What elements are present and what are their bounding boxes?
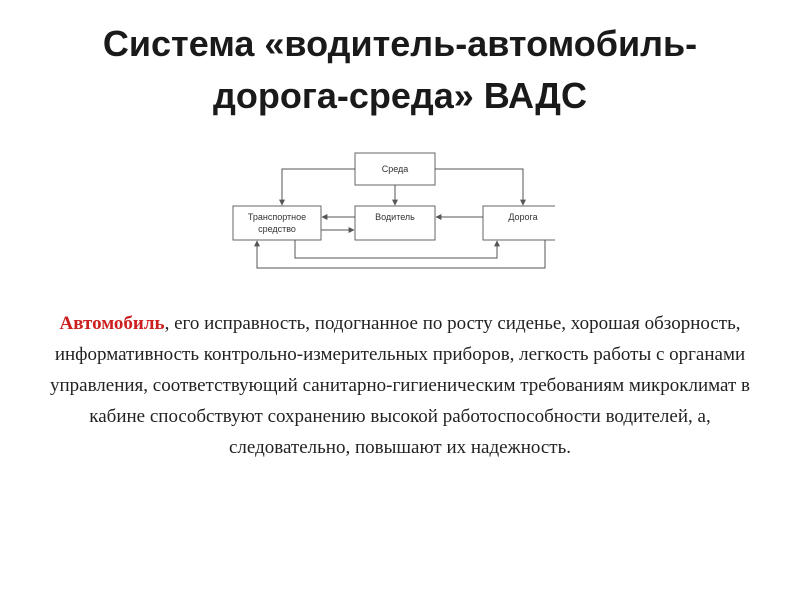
label-environment: Среда: [381, 164, 409, 174]
page-title-line-2: дорога-среда» ВАДС: [213, 75, 587, 116]
label-driver: Водитель: [375, 212, 415, 222]
vads-diagram: [225, 148, 555, 273]
label-vehicle-line-1: Транспортное: [247, 212, 307, 222]
arrow-env-to-vehicle: [282, 169, 355, 205]
page-title-line-1: Система «водитель-автомобиль-: [102, 23, 698, 64]
arrow-vehicle-to-road: [295, 240, 497, 258]
vads-diagram-svg: [225, 148, 555, 273]
label-road: Дорога: [508, 212, 538, 222]
arrow-road-to-vehicle: [257, 240, 545, 268]
highlight-word: Автомобиль: [59, 313, 165, 334]
arrow-env-to-road: [435, 169, 523, 205]
label-vehicle-line-2: средство: [258, 224, 296, 234]
body-text: , его исправность, подогнанное по росту сиденье, хорошая обзорность, информативность контрольно-измерительных приборов, легкость работы с органами управления, соответствующий санитарно-гигиеническим требованиям микроклимат в кабине способствуют сохранению высокой работоспособности водителей, а, следовательно, повышают их надежность.: [49, 313, 751, 458]
page-title: [40, 18, 760, 122]
body-paragraph: [30, 308, 770, 463]
